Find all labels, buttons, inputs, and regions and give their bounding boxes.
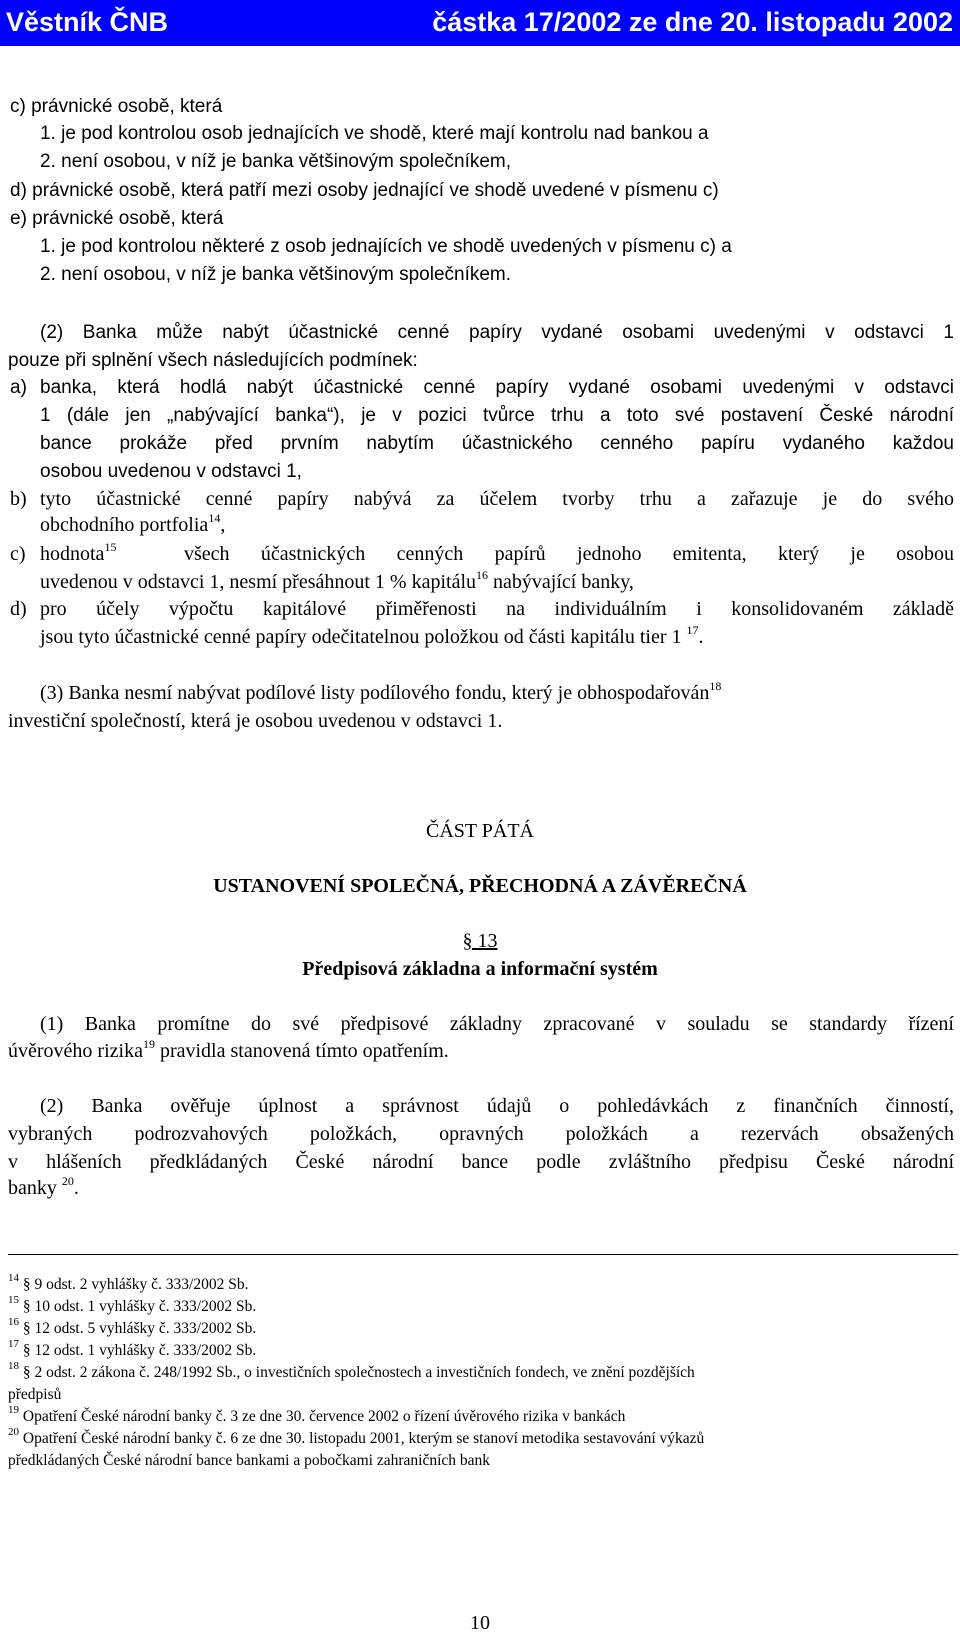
item-c-line2 <box>40 568 634 594</box>
item-a-line3: bance prokáže před prvním nabytím účastnického cenného papíru vydaného každou <box>40 433 954 454</box>
item-c-line1 <box>40 540 954 566</box>
item-c-line1-b: všech účastnických cenných papírů jednoho emitenta, který je osobou <box>184 543 954 565</box>
item-b-line2-tail: , <box>220 514 226 536</box>
footnote-ref-18[interactable]: 18 <box>709 679 722 693</box>
list-item-e1: 1. je pod kontrolou některé z osob jednajících ve shodě uvedených v písmenu c) a <box>40 236 732 257</box>
header-issue-date: částka 17/2002 ze dne 20. listopadu 2002 <box>432 7 953 37</box>
footnote-ref-19[interactable]: 19 <box>142 1037 155 1051</box>
list-item-d: d) právnické osobě, která patří mezi osoby jednající ve shodě uvedené v písmenu c) <box>10 180 719 201</box>
s13-para1-line2 <box>8 1037 449 1063</box>
list-item-c1: 1. je pod kontrolou osob jednajících ve shodě, které mají kontrolu nad bankou a <box>40 123 709 144</box>
footnote-20 <box>8 1426 705 1448</box>
item-c-line2-b: nabývající banky, <box>493 571 634 593</box>
para2-line1: (2) Banka může nabýt účastnické cenné papíry vydané osobami uvedenými v odstavci 1 <box>40 322 954 343</box>
item-d-line2-text: jsou tyto účastnické cenné papíry odečitatelnou položkou od části kapitálu tier 1 <box>40 626 682 648</box>
footnote-20-continuation: předkládaných České národní bance bankami a pobočkami zahraničních bank <box>8 1452 491 1469</box>
footnote-ref-15[interactable]: 15 <box>104 540 117 554</box>
footnote-14 <box>8 1272 249 1294</box>
s13-para2-line2: vybraných podrozvahových položkách, opravných položkách a rezervách obsažených <box>8 1123 954 1145</box>
item-a-line4: osobou uvedenou v odstavci 1, <box>40 461 302 482</box>
footnote-number: 14 <box>8 1272 19 1284</box>
para2-line2: pouze při splnění všech následujících podmínek: <box>8 350 418 371</box>
item-d-line2-tail: . <box>698 626 704 648</box>
footnote-number: 19 <box>8 1404 19 1416</box>
footnote-text: Opatření České národní banky č. 3 ze dne 30. července 2002 o řízení úvěrového rizika v bankách <box>22 1408 626 1425</box>
list-item-c2: 2. není osobou, v níž je banka většinovým společníkem, <box>40 151 512 172</box>
item-d-line1: pro účely výpočtu kapitálové přiměřenosti na individuálním i konsolidovaném základě <box>40 598 954 620</box>
para3-line1-text: (3) Banka nesmí nabývat podílové listy podílového fondu, který je obhospodařován <box>40 682 710 704</box>
header-journal-title: Věstník ČNB <box>6 7 169 37</box>
s13-para1-line1: (1) Banka promítne do své předpisové základny zpracované v souladu se standardy řízení <box>40 1013 954 1035</box>
footnote-18-continuation: předpisů <box>8 1386 62 1403</box>
footnote-number: 17 <box>8 1338 19 1350</box>
footnote-text: § 10 odst. 1 vyhlášky č. 333/2002 Sb. <box>22 1298 257 1315</box>
section-number: § 13 <box>462 930 498 952</box>
footnote-text: § 12 odst. 1 vyhlášky č. 333/2002 Sb. <box>22 1342 257 1359</box>
s13-para1-line2-a: úvěrového rizika <box>8 1040 143 1062</box>
section-title: Předpisová základna a informační systém <box>302 958 658 980</box>
s13-para2-line3: v hlášeních předkládaných České národní bance podle zvláštního předpisu České národní <box>8 1151 954 1173</box>
footnote-number: 18 <box>8 1360 19 1372</box>
item-c-line2-a: uvedenou v odstavci 1, nesmí přesáhnout 1 % kapitálu <box>40 571 477 593</box>
footnote-number: 15 <box>8 1294 19 1306</box>
s13-para2-line4-a: banky <box>8 1177 57 1199</box>
footnote-16 <box>8 1316 257 1338</box>
footnote-number: 16 <box>8 1316 19 1328</box>
item-b-line2 <box>40 511 226 537</box>
footnote-ref-16[interactable]: 16 <box>476 568 489 582</box>
footnote-number: 20 <box>8 1426 19 1438</box>
para3-line2: investiční společností, která je osobou uvedenou v odstavci 1. <box>8 710 503 732</box>
footnote-ref-20[interactable]: 20 <box>61 1174 74 1188</box>
part-subtitle: USTANOVENÍ SPOLEČNÁ, PŘECHODNÁ A ZÁVĚREČNÁ <box>213 875 747 897</box>
item-c-line1-a <box>40 540 117 566</box>
footnote-text: Opatření České národní banky č. 6 ze dne 30. listopadu 2001, kterým se stanoví metodika sestavování výkazů <box>22 1430 705 1447</box>
list-item-c: c) právnické osobě, která <box>10 96 223 117</box>
item-b-line1: tyto účastnické cenné papíry nabývá za účelem tvorby trhu a zařazuje je do svého <box>40 488 954 510</box>
footnote-text: § 9 odst. 2 vyhlášky č. 333/2002 Sb. <box>22 1276 249 1293</box>
page-header <box>0 0 960 46</box>
footnote-17 <box>8 1338 257 1360</box>
s13-para2-line4-b: . <box>73 1177 79 1199</box>
footnote-text: § 2 odst. 2 zákona č. 248/1992 Sb., o investičních společnostech a investičních fondech, ve znění pozdějších <box>22 1364 695 1381</box>
part-title: ČÁST PÁTÁ <box>426 820 534 842</box>
footnote-separator <box>8 1254 958 1255</box>
s13-para2-line1: (2) Banka ověřuje úplnost a správnost údajů o pohledávkách z finančních činností, <box>40 1095 954 1117</box>
item-a-line2: 1 (dále jen „nabývající banka“), je v pozici tvůrce trhu a toto své postavení České národní <box>40 405 954 426</box>
footnote-19 <box>8 1404 626 1426</box>
footnote-ref-17[interactable]: 17 <box>686 623 699 637</box>
item-c-word-hodnota: hodnota <box>40 543 105 565</box>
item-d-line2 <box>40 623 704 649</box>
item-b-line2-text: obchodního portfolia <box>40 514 209 536</box>
para3-line1 <box>40 679 722 705</box>
item-b-marker: b) <box>10 488 27 510</box>
footnote-text: § 12 odst. 5 vyhlášky č. 333/2002 Sb. <box>22 1320 257 1337</box>
item-c-marker: c) <box>10 543 26 565</box>
footnote-18 <box>8 1360 695 1382</box>
list-item-e: e) právnické osobě, která <box>10 208 224 229</box>
s13-para1-line2-b: pravidla stanovená tímto opatřením. <box>159 1040 449 1062</box>
item-d-marker: d) <box>10 598 27 620</box>
footnote-ref-14[interactable]: 14 <box>208 511 221 525</box>
list-item-e2: 2. není osobou, v níž je banka většinovým společníkem. <box>40 264 512 285</box>
item-a-marker: a) <box>10 377 27 398</box>
page-number: 10 <box>470 1612 490 1634</box>
s13-para2-line4 <box>8 1174 79 1200</box>
item-a-line1: banka, která hodlá nabýt účastnické cenné papíry vydané osobami uvedenými v odstavci <box>40 377 954 398</box>
footnote-15 <box>8 1294 257 1316</box>
